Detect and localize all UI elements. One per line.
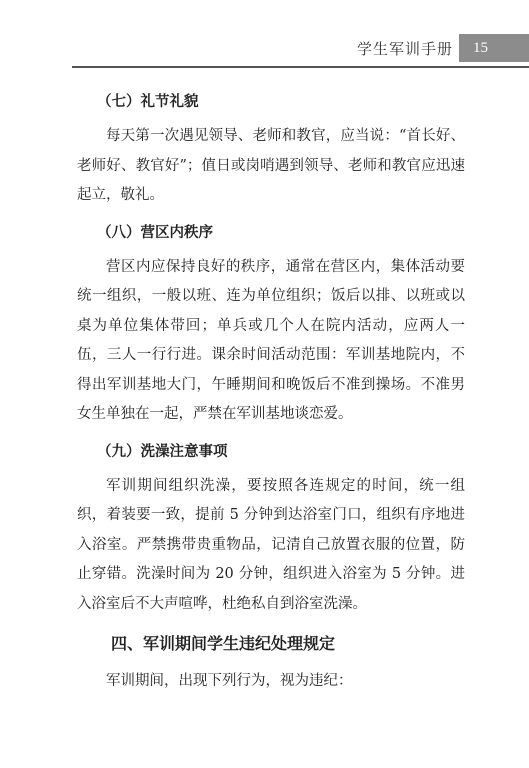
page-number: 15 (459, 34, 529, 62)
section-text-camp-order: 营区内应保持良好的秩序，通常在营区内，集体活动要统一组织，一般以班、连为单位组织；饭后以排、以班或以桌为单位集体带回；单兵或几个人在院内活动，应两人一伍，三人一行行进。课余时间活动范围：军训基地院内，不得出军训基地大门，午睡期间和晚饭后不准到操场。不准男女生单独在一起，严禁在军训基地谈恋爱。 (77, 258, 465, 422)
chapter-heading-discipline: 四、军训期间学生违纪处理规定 (111, 634, 336, 653)
section-text-bathing: 军训期间组织洗澡，要按照各连规定的时间，统一组织，着装要一致，提前 5 分钟到达浴室门口，组织有序地进入浴室。严禁携带贵重物品，记清自己放置衣服的位置，防止穿错。洗澡时间为 20 分钟，组织进入浴室为 5 分钟。进入浴室后不大声喧哗，杜绝私自到浴室洗澡。 (77, 477, 465, 612)
page-body (77, 80, 465, 697)
book-title: 学生军训手册 (356, 40, 453, 58)
section-heading-etiquette: （七）礼节礼貌 (97, 93, 199, 110)
section-heading-camp-order: （八）营区内秩序 (97, 223, 213, 241)
page-header (0, 34, 529, 68)
section-heading-bathing: （九）洗澡注意事项 (97, 442, 228, 460)
section-text-etiquette: 每天第一次遇见领导、老师和教官，应当说：“首长好、老师好、教官好”；值日或岗哨遇到领导、老师和教官应迅速起立，敬礼。 (77, 128, 465, 203)
chapter-intro: 军训期间，出现下列行为，视为违纪： (106, 673, 353, 689)
header-rule (72, 66, 529, 68)
